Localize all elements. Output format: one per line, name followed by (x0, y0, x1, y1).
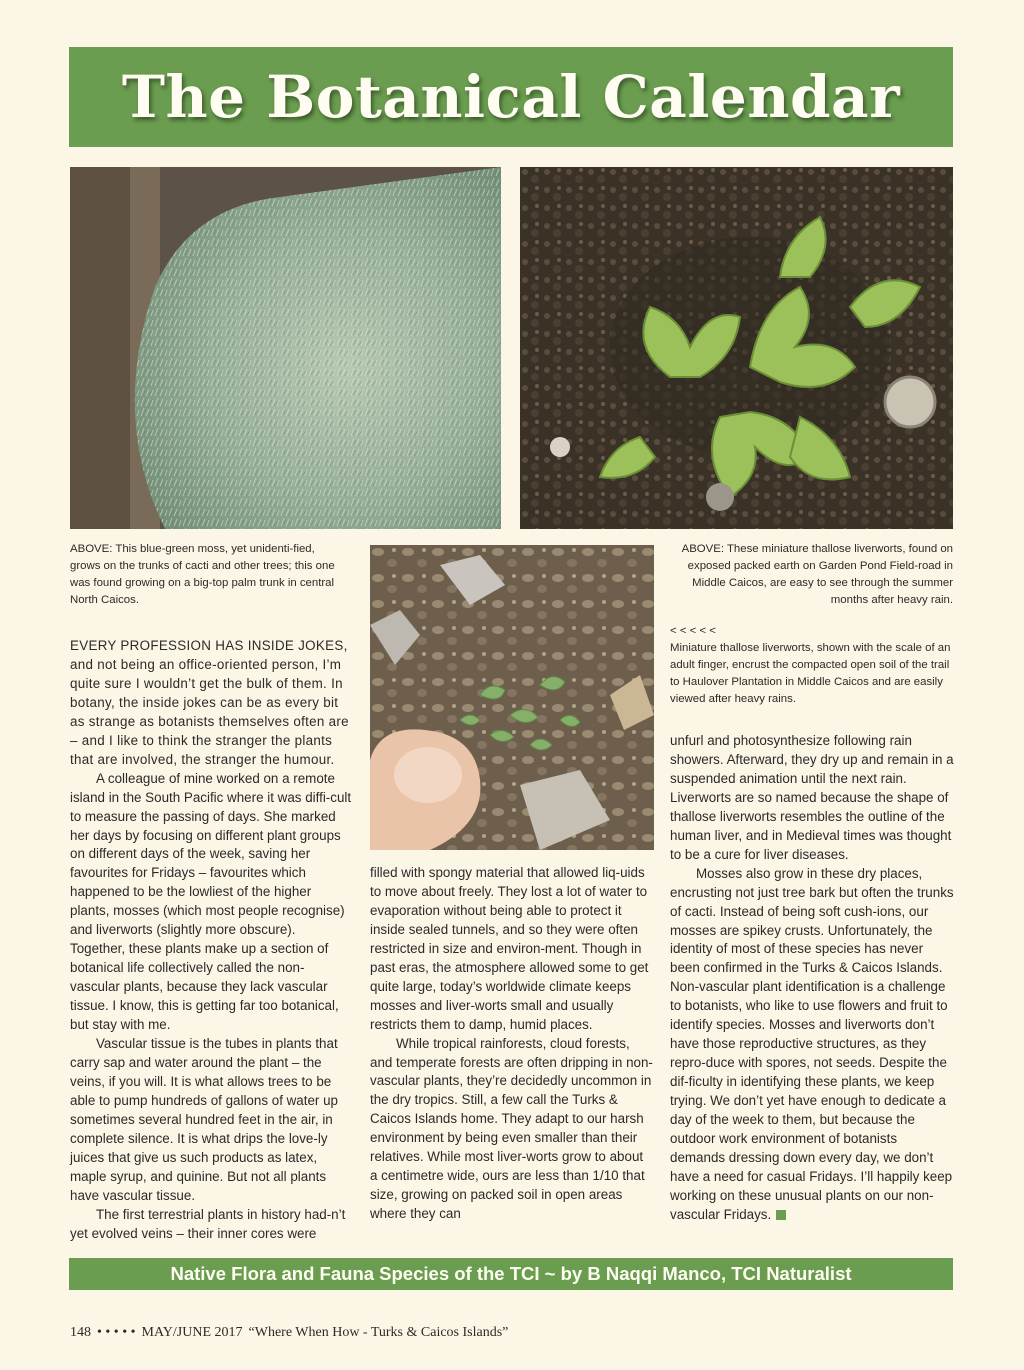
liverwort-caption-text: ABOVE: These miniature thallose liverworts, found on exposed packed earth on Garden Pond Field-road in Middle Caicos, are easy to see through the summer months after heavy rain. (681, 543, 953, 606)
article-column-2 (370, 864, 654, 1224)
finger-caption-text: Miniature thallose liverworts, shown with the scale of an adult finger, encrust the compacted open soil of the trail to Haulover Plantation in Middle Caicos and are easily viewed after heavy rains. (670, 642, 951, 705)
article-paragraph: EVERY PROFESSION HAS INSIDE JOKES, and not being an office-oriented person, I’m quite sure I wouldn’t get the bulk of them. In botany, the inside jokes can be as every bit as strange as botanists themselves often are – and I like to think the stranger the plants that are involved, the stranger the humour. (70, 638, 349, 767)
title-banner (69, 47, 953, 147)
series-byline: Native Flora and Fauna Species of the TCI ~ by B Naqqi Manco, TCI Naturalist (170, 1263, 852, 1284)
page-footer (70, 1325, 514, 1341)
page-number: 148 (70, 1325, 91, 1340)
finger-caption-arrow: < < < < < (670, 625, 716, 637)
finger-caption (670, 623, 953, 708)
issue-date: MAY/JUNE 2017 (141, 1325, 243, 1340)
series-byline-banner (69, 1258, 953, 1290)
article-paragraph: unfurl and photosynthesize following rain showers. Afterward, they dry up and remain in a suspended animation until the next rain. Liverworts are so named because the shape of thallose liverworts resembles the outline of the human liver, and in Medieval times was thought to be a cure for liver diseases. (670, 733, 954, 862)
article-paragraph-text: Mosses also grow in these dry places, encrusting not just tree bark but often the trunks of cacti. Instead of being soft cush-ions, our mosses are spikey crusts. Unfortunately, the identity of most of these species has never been confirmed in the Turks & Caicos Islands. Non-vascular plant identification is a challenge to botanists, who like to use flowers and fruit to identify species. Mosses and liverworts don’t have those reproductive structures, as they repro-duce with spores, not seeds. Despite the dif-ficulty in identifying these plants, we keep trying. We don’t yet have enough to dedicate a day of the week to them, but because the outdoor work environment of botanists demands dressing down every day, we don’t have a need for casual Fridays. I’ll happily keep working on these unusual plants on our non-vascular Fridays. (670, 865, 954, 1222)
moss-caption (70, 541, 340, 609)
article-paragraph: The first terrestrial plants in history had-n’t yet evolved veins – their inner cores were (70, 1206, 346, 1241)
liverwort-caption (666, 541, 953, 609)
article-paragraph: filled with spongy material that allowed liq-uids to move about freely. They lost a lot of water to evaporation without being able to protect it inside sealed tunnels, and so they were often restricted in size and environ-ment. Though in past eras, the atmosphere allowed some to get quite large, today’s worldwide climate keeps mosses and liver-worts small and usually restricts them to damp, humid places. (370, 865, 649, 1032)
article-paragraph-last (670, 865, 954, 1225)
publication-name: “Where When How - Turks & Caicos Islands” (248, 1325, 509, 1340)
article-paragraph: While tropical rainforests, cloud forests, and temperate forests are often dripping in non-vascular plants, they’re decidedly uncommon in the dry tropics. Still, a few call the Turks & Caicos Islands home. They adapt to our harsh environment by being even smaller than their relatives. While most liver-worts grow to about a centimetre wide, ours are less than 1/10 that size, growing on packed soil in open areas where they can (370, 1035, 653, 1222)
end-of-article-mark (776, 1210, 786, 1220)
article-paragraph: A colleague of mine worked on a remote island in the South Pacific where it was diffi-cult to measure the passing of days. She marked her days by focusing on different plant groups on different days of the week, saving her favourites for Fridays – favourites which happened to be the lowliest of the higher plants, mosses (which most people recognise) and liverworts (slightly more obscure). Together, these plants make up a section of botanical life collectively called the non-vascular plants, because they lack vascular tissue. I know, this is getting far too botanical, but stay with me. (70, 770, 352, 1033)
page-title: The Botanical Calendar (121, 63, 901, 131)
footer-dots: • • • • • (97, 1325, 136, 1340)
finger-scale-photo (370, 545, 654, 850)
liverwort-photo (520, 167, 953, 529)
article-column-1 (70, 637, 353, 1244)
moss-photo (70, 167, 501, 529)
article-paragraph: Vascular tissue is the tubes in plants that carry sap and water around the plant – the veins, if you will. It is what allows trees to be able to pump hundreds of gallons of water up sometimes several hundred feet in the air, in complete silence. It is what drips the love-ly juices that give us such products as latex, maple syrup, and quinine. But not all plants have vascular tissue. (70, 1036, 338, 1203)
article-column-3 (670, 732, 954, 1225)
moss-caption-text: ABOVE: This blue-green moss, yet unidenti-fied, grows on the trunks of cacti and other trees; this one was found growing on a big-top palm trunk in central North Caicos. (70, 543, 335, 606)
